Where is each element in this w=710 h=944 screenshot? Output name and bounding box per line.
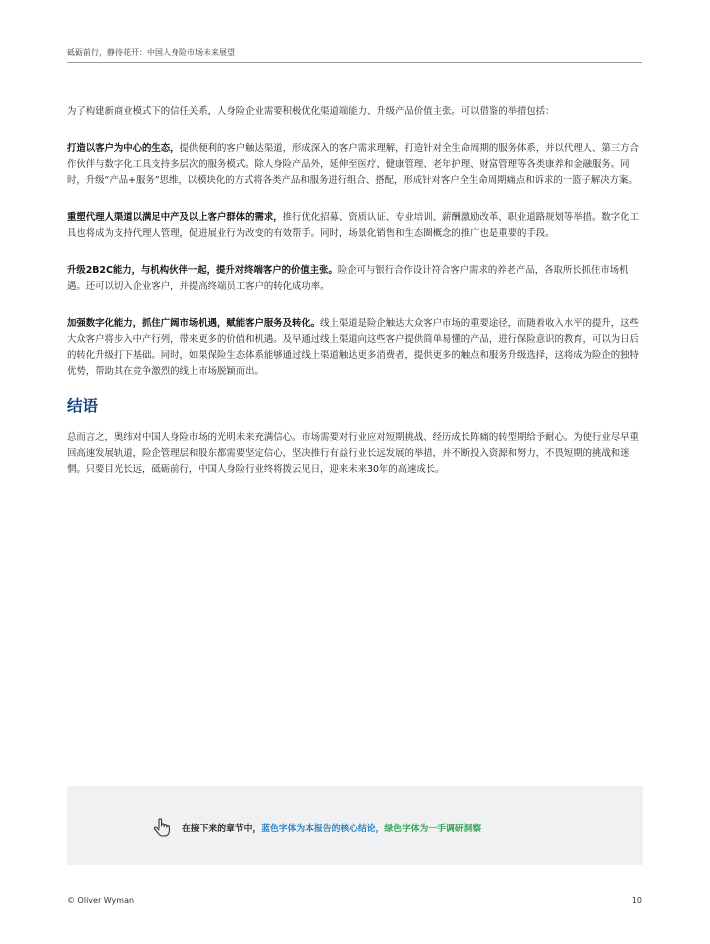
measure-lead: 加强数字化能力，抓住广阔市场机遇，赋能客户服务及转化。 <box>67 318 321 329</box>
header-divider <box>67 62 642 63</box>
legend-green-text: 绿色字体为一手调研洞察 <box>384 823 482 834</box>
conclusion-paragraph: 总而言之，奥纬对中国人身险市场的光明未来充满信心。市场需要对行业应对短期挑战、经历成长阵痛的转型期给予耐心。为使行业尽早重回高速发展轨道，险企管理层和股东都需要坚定信心，坚决推行有益行业长远发展的举措，并不断投入资源和努力，不畏短期的挑战和迷惘。只要目光长远，砥砺前行，中国人身险行业终将拨云见日，迎来未来30年的高速成长。 <box>67 432 639 475</box>
footer-copyright: © Oliver Wyman <box>67 896 135 905</box>
pointing-hand-icon <box>152 817 171 837</box>
measure-text: 推行优化招募、资质认证、专业培训、薪酬激励改革、职业道路规划等举措。数字化工具也将成为支持代理人管理，促进展业行为改变的有效帮手。同时，场景化销售和生态圈概念的推广也是重要的手段。 <box>67 212 639 239</box>
intro-paragraph: 为了构建新商业模式下的信任关系，人身险企业需要积极优化渠道端能力、升级产品价值主张。可以借鉴的举措包括： <box>67 106 555 117</box>
main-content <box>67 104 642 499</box>
measure-paragraph-ecosystem <box>67 141 642 189</box>
measure-lead: 重塑代理人渠道以满足中产及以上客户群体的需求， <box>67 212 283 223</box>
measure-paragraph-agent-channel <box>67 210 642 242</box>
legend-callout-box <box>67 786 643 865</box>
measure-paragraph-2b2c <box>67 263 642 295</box>
measure-lead: 打造以客户为中心的生态， <box>67 143 180 154</box>
legend-blue-text: 蓝色字体为本报告的核心结论， <box>261 823 385 834</box>
measure-text: 险企可与银行合作设计符合客户需求的养老产品，各取所长抓住市场机遇。还可以切入企业客户，并提高终端员工客户的转化成功率。 <box>67 265 629 292</box>
page-number: 10 <box>631 896 642 905</box>
measure-text: 提供便利的客户触达渠道，形成深入的客户需求理解，打造针对全生命周期的服务体系，并以代理人、第三方合作伙伴与数字化工具支持多层次的服务模式。除人身险产品外，延伸至医疗、健康管理、老年护理、财富管理等各类康养和金融服务。同时，升级“产品+服务”思维，以模块化的方式将各类产品和服务进行组合、搭配，形成针对客户全生命周期痛点和诉求的一篮子解决方案。 <box>67 143 639 186</box>
measure-lead: 升级2B2C能力，与机构伙伴一起，提升对终端客户的价值主张。 <box>67 265 338 276</box>
running-header: 砥砺前行，静待花开：中国人身险市场未来展望 <box>67 48 235 57</box>
measure-text: 线上渠道是险企触达大众客户市场的重要途径，而随着收入水平的提升，这些大众客户将步入中产行列，带来更多的价值和机遇。及早通过线上渠道向这些客户提供简单易懂的产品，进行保险意识的教育，可以为日后的转化升级打下基础。同时，如果保险生态体系能够通过线上渠道触达更多消费者，提供更多的触点和服务升级选择，这将成为险企的独特优势，帮助其在竞争激烈的线上市场脱颖而出。 <box>67 318 639 377</box>
legend-intro-text: 在接下来的章节中， <box>182 823 262 834</box>
legend-callout-content <box>152 817 481 837</box>
measure-paragraph-digital <box>67 316 642 380</box>
section-title-conclusion: 结语 <box>67 397 99 415</box>
